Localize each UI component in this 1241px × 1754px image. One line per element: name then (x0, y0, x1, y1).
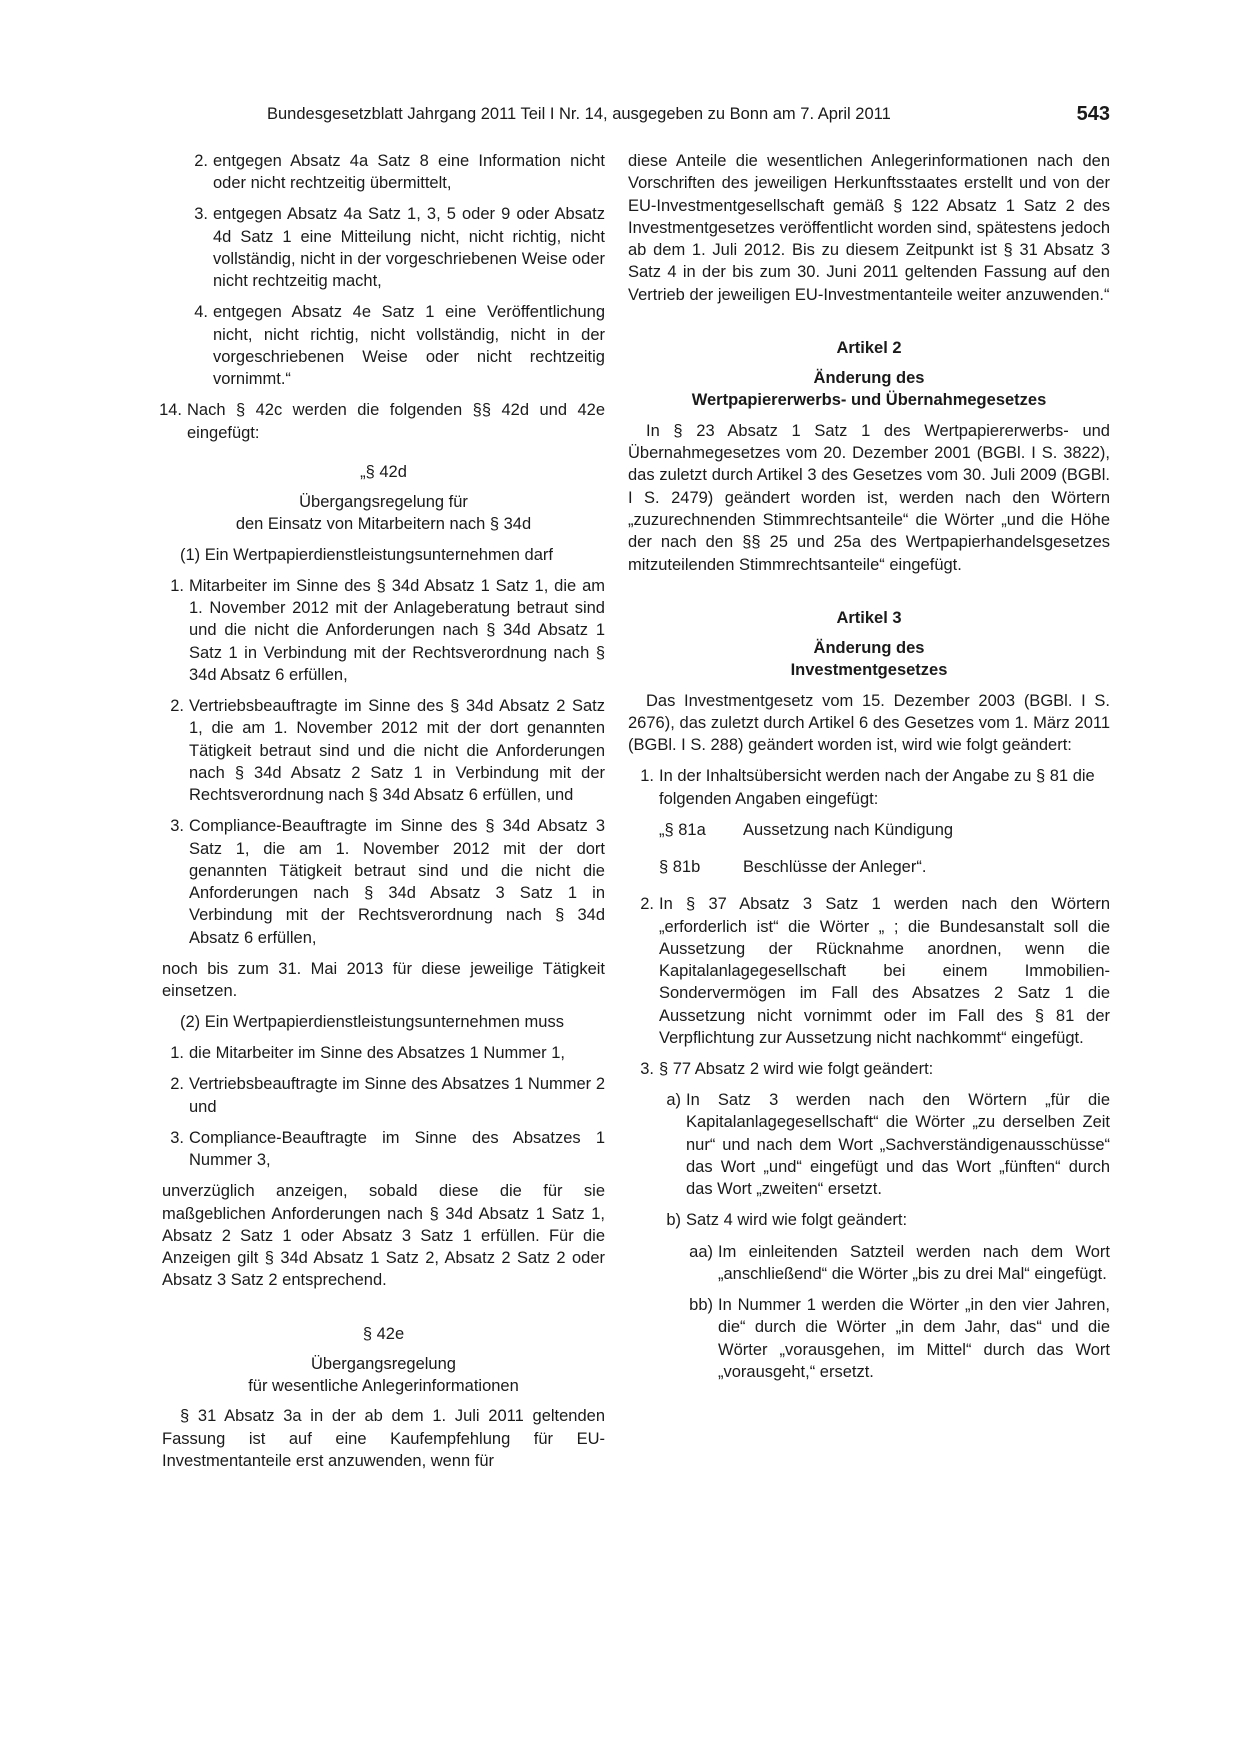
list-item: b) Satz 4 wird wie folgt geändert: (666, 1211, 908, 1230)
list-item: 3. entgegen Absatz 4a Satz 1, 3, 5 oder 9 oder Absatz 4d Satz 1 eine Mitteilung nicht, nicht richtig, nicht vollständig, nicht in der vorgeschriebenen Weise oder nicht rechtzeitig macht, (194, 205, 605, 291)
item-3b-subitems (685, 1241, 1110, 1384)
paragraph: noch bis zum 31. Mai 2013 für diese jeweilige Tätigkeit einsetzen. (162, 959, 605, 1001)
article-title: Wertpapiererwerbs- und Übernahmegesetzes (691, 391, 1047, 410)
list-item: 1. Mitarbeiter im Sinne des § 34d Absatz 1 Satz 1, die am 1. November 2012 mit der Anlageberatung betraut sind und die nicht die Anforderungen nach § 34d Absatz 1 Satz 1 in Verbindung mit der Rechtsverordnung nach § 34d Absatz 6 erfüllen, (170, 576, 605, 684)
list-item: 4. entgegen Absatz 4e Satz 1 eine Veröffentlichung nicht, nicht richtig, nicht vollständig, nicht in der vorgeschriebenen Weise oder nicht rechtzeitig vornimmt.“ (194, 303, 605, 389)
section-title: den Einsatz von Mitarbeitern nach § 34d (235, 515, 532, 534)
page-header (160, 100, 1110, 128)
section-heading: § 42e (362, 1324, 405, 1343)
list-item: 3. § 77 Absatz 2 wird wie folgt geändert: (640, 1060, 934, 1079)
article-label: Artikel 3 (836, 608, 902, 627)
left-column (160, 150, 605, 1481)
list-item: 1. In der Inhaltsübersicht werden nach der Angabe zu § 81 die folgenden Angaben eingefügt: (640, 767, 1095, 808)
paragraph: (2) Ein Wertpapierdienstleistungsunternehmen muss (180, 1013, 564, 1032)
page-number: 543 (1076, 103, 1110, 125)
list-item: 2. Vertriebsbeauftragte im Sinne des Absatzes 1 Nummer 2 und (170, 1075, 605, 1116)
section-42d (162, 453, 605, 1292)
section-title: für wesentliche Anlegerinformationen (248, 1377, 519, 1396)
article-title: Änderung des (813, 369, 925, 388)
list-item-14: 14. Nach § 42c werden die folgenden §§ 42d und 42e eingefügt: (159, 401, 605, 442)
item-13-subitems (186, 150, 605, 391)
section-title: Übergangsregelung für (299, 493, 468, 512)
paragraph: (1) Ein Wertpapierdienstleistungsunternehmen darf (180, 545, 553, 564)
list-item: bb) In Nummer 1 werden die Wörter „in den vier Jahren, die“ durch die Wörter „in dem Jahr, das“ und die Wörter „vorausgehen, im Mittel“ durch das Wort „vorausgeht,“ ersetzt. (689, 1295, 1110, 1381)
list-item: 1. die Mitarbeiter im Sinne des Absatzes 1 Nummer 1, (170, 1044, 565, 1063)
list-item: aa) Im einleitenden Satzteil werden nach dem Wort „anschließend“ die Wörter „bis zu drei Mal“ eingefügt. (689, 1242, 1110, 1283)
list-item: 3. Compliance-Beauftragte im Sinne des Absatzes 1 Nummer 3, (170, 1128, 605, 1170)
list-item: 3. Compliance-Beauftragte im Sinne des § 34d Absatz 3 Satz 1, die am 1. November 2012 mit der dort genannten Tätigkeit betraut sind und die nicht die Anforderungen nach § 34d Absatz 3 Satz 1 in Verbindung mit der Rechtsverordnung nach § 34d Absatz 6 erfüllen, (170, 817, 605, 947)
list-item: 2. In § 37 Absatz 3 Satz 1 werden nach den Wörtern „erforderlich ist“ die Wörter „ ; die Bundesanstalt soll die Aussetzung der Rücknahme anordnen, wenn die Kapitalanlagegesellschaft bei einem Immobilien-Sondervermögen im Fall des Absatzes 2 Satz 1 die Aussetzung nicht vornimmt oder im Fall des § 81 der Verpflichtung zur Aussetzung nicht nachkommt“ eingefügt. (640, 895, 1110, 1047)
toc-entry: § 81b Beschlüsse der Anleger“. (659, 857, 927, 876)
section-42e (162, 1301, 605, 1473)
artikel-3 (628, 585, 1110, 1383)
paragraph: unverzüglich anzeigen, sobald diese die für sie maßgeblichen Anforderungen nach § 34d Absatz 1 Satz 1, Absatz 2 Satz 1 oder Absatz 3 Satz 1 erfüllen. Für die Anzeigen gilt § 34d Absatz 1 Satz 2, Absatz 2 Satz 2 oder Absatz 3 Satz 2 entsprechend. (162, 1182, 605, 1290)
artikel-2 (628, 315, 1110, 576)
article-title: Investmentgesetzes (790, 661, 948, 680)
paragraph: diese Anteile die wesentlichen Anlegerinformationen nach den Vorschriften des jeweiligen Herkunftsstaates erstellt und von der EU-Investmentgesellschaft gemäß § 122 Absatz 1 Satz 2 des Investmentgesetzes veröffentlicht worden sind, spätestens jedoch ab dem 1. Juli 2012. Bis zu diesem Zeitpunkt ist § 31 Absatz 3 Satz 4 in der bis zum 30. Juni 2011 geltenden Fassung auf den Vertrieb der jeweiligen EU-Investmentanteile weiter anzuwenden.“ (628, 152, 1110, 304)
right-column (628, 150, 1110, 1392)
paragraph: Das Investmentgesetz vom 15. Dezember 2003 (BGBl. I S. 2676), das zuletzt durch Artikel 6 des Gesetzes vom 1. März 2011 (BGBl. I S. 288) geändert worden ist, wird wie folgt geändert: (628, 691, 1110, 755)
paragraph: § 31 Absatz 3a in der ab dem 1. Juli 2011 geltenden Fassung ist auf eine Kaufempfehlung für EU-Investmentanteile erst anzuwenden, wenn für (162, 1407, 605, 1470)
list-item: 2. entgegen Absatz 4a Satz 8 eine Information nicht oder nicht rechtzeitig übermittelt, (194, 152, 605, 193)
section-heading: „§ 42d (360, 462, 407, 481)
section-title: Übergangsregelung (311, 1354, 456, 1373)
toc-entry: „§ 81a Aussetzung nach Kündigung (659, 820, 954, 839)
article-label: Artikel 2 (836, 338, 902, 357)
toc-entries (659, 819, 1110, 879)
list-item: a) In Satz 3 werden nach den Wörtern „für die Kapitalanlagegesellschaft“ die Wörter „zu derselben Zeit nur“ und nach dem Wort „Sachverständigenausschüsse“ das Wort „und“ eingefügt und das Wort „fünften“ durch das Wort „zweiten“ ersetzt. (666, 1091, 1110, 1199)
article-title: Änderung des (813, 638, 925, 657)
paragraph: In § 23 Absatz 1 Satz 1 des Wertpapiererwerbs- und Übernahmegesetzes vom 20. Dezember 2001 (BGBl. I S. 3822), das zuletzt durch Artikel 3 des Gesetzes vom 30. Juli 2009 (BGBl. I S. 2479) geändert worden ist, werden nach den Wörtern „zuzurechnenden Stimmrechtsanteile“ die Wörter „und die Höhe der nach den §§ 25 und 25a des Wertpapierhandelsgesetzes mitzuteilenden Stimmrechtsanteile“ eingefügt. (628, 421, 1110, 574)
list-item: 2. Vertriebsbeauftragte im Sinne des § 34d Absatz 2 Satz 1, die am 1. November 2012 mit der dort genannten Tätigkeit betraut sind und die nicht die Anforderungen nach § 34d Absatz 2 Satz 1 in Verbindung mit der Rechtsverordnung nach § 34d Absatz 6 erfüllen, und (170, 697, 605, 805)
item-3-subitems (659, 1089, 1110, 1383)
header-title: Bundesgesetzblatt Jahrgang 2011 Teil I Nr. 14, ausgegeben zu Bonn am 7. April 2011 (267, 105, 891, 123)
